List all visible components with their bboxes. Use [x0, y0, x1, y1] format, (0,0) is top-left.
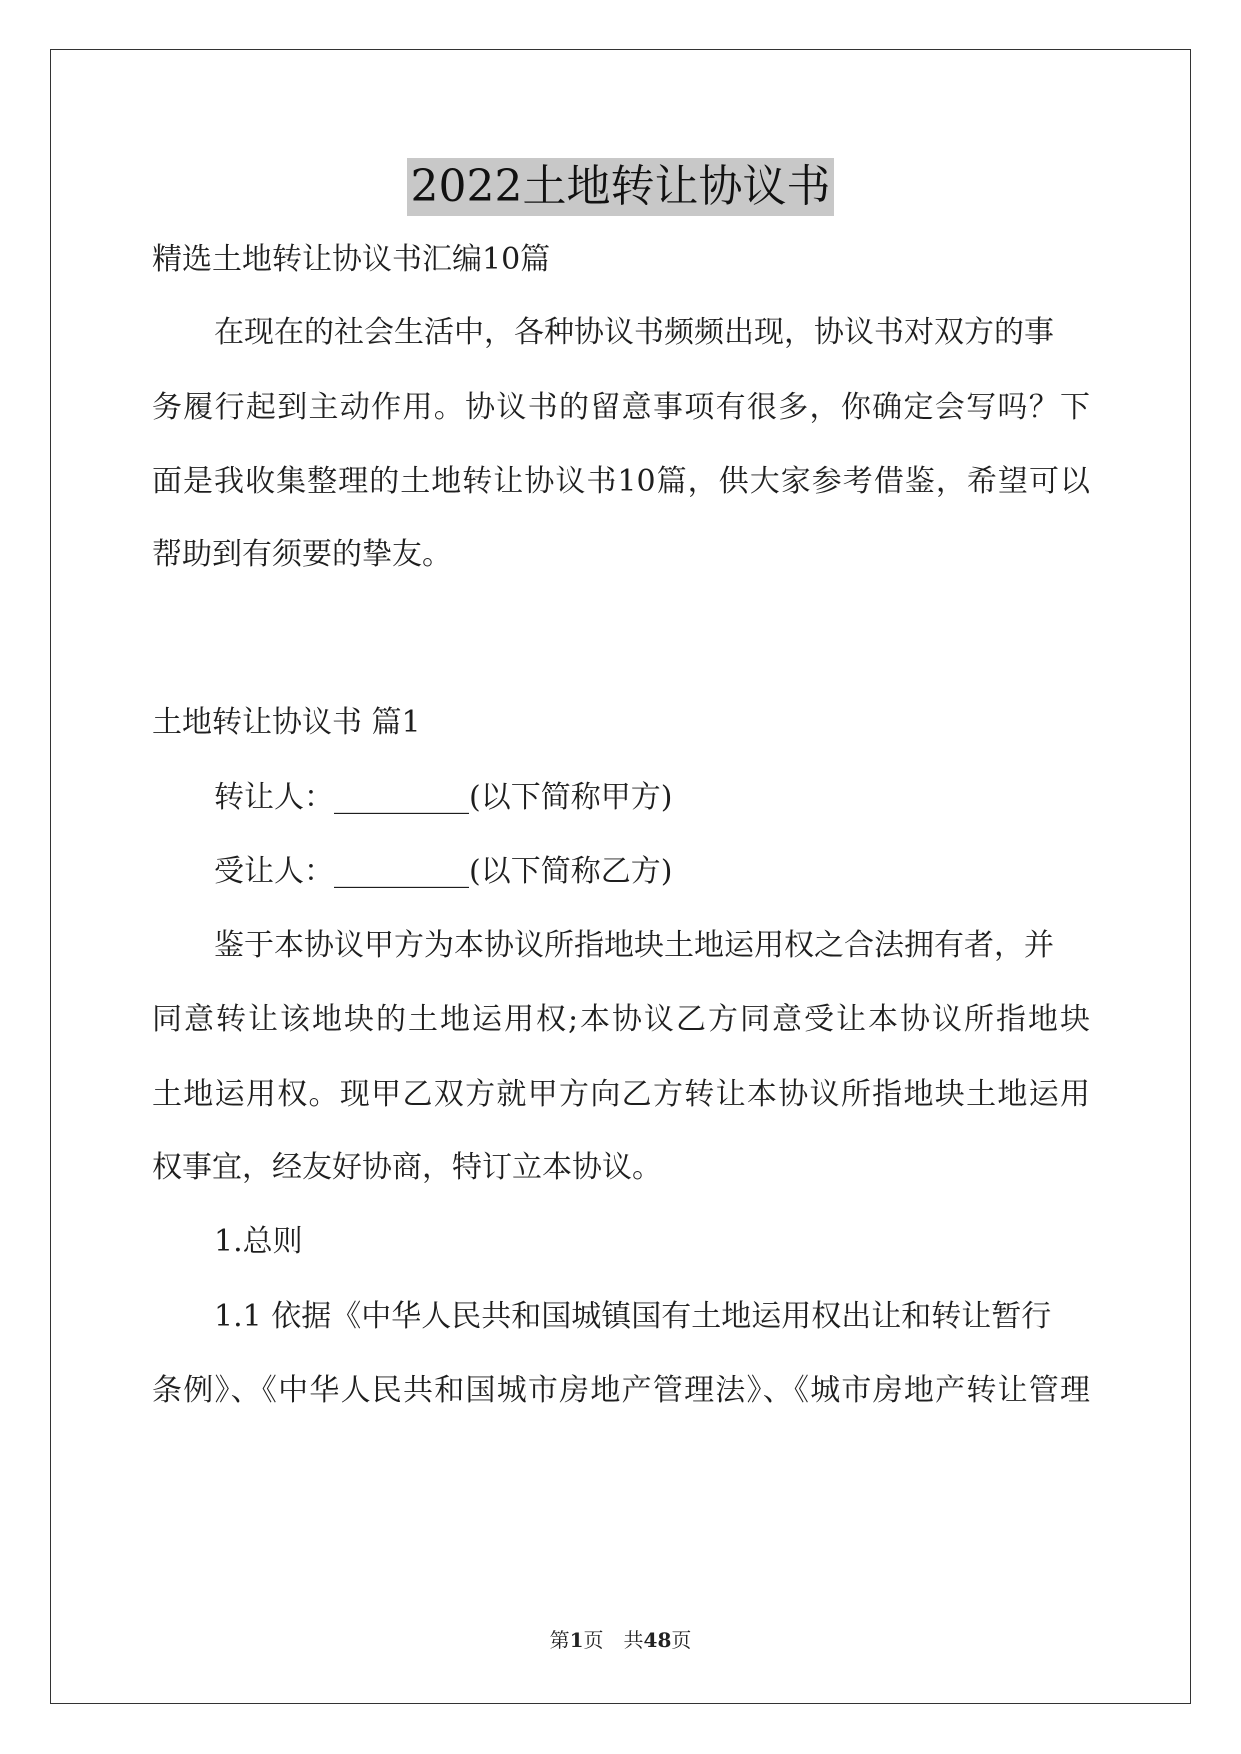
intro-line-1: 在现在的社会生活中，各种协议书频频出现，协议书对双方的事 [214, 315, 1054, 350]
document-title: 2022土地转让协议书 [407, 158, 835, 216]
page-current: 1 [569, 1628, 584, 1652]
clause-line-1: 1.1 依据《中华人民共和国城镇国有土地运用权出让和转让暂行 [214, 1299, 1052, 1334]
intro-line-4: 帮助到有须要的挚友。 [152, 537, 452, 572]
page-total: 48 [643, 1628, 672, 1652]
preamble-line-4: 权事宜，经友好协商，特订立本协议。 [152, 1150, 662, 1185]
section-heading: 土地转让协议书 篇1 [152, 705, 421, 740]
page-mid: 页 共 [583, 1628, 644, 1652]
intro-line-2: 务履行起到主动作用。协议书的留意事项有很多，你确定会写吗？下 [152, 390, 1090, 425]
clause-line-2: 条例》、《中华人民共和国城市房地产管理法》、《城市房地产转让管理 [152, 1373, 1090, 1408]
title-container [0, 158, 1241, 216]
preamble-line-3: 土地运用权。现甲乙双方就甲方向乙方转让本协议所指地块土地运用 [152, 1077, 1090, 1112]
page-footer [0, 1627, 1241, 1653]
intro-line-3: 面是我收集整理的土地转让协议书10篇，供大家参考借鉴，希望可以 [152, 464, 1090, 499]
transferee-line: 受让人：_________(以下简称乙方) [214, 854, 673, 889]
page-prefix: 第 [549, 1628, 570, 1652]
document-subtitle: 精选土地转让协议书汇编10篇 [152, 242, 551, 277]
page-suffix: 页 [671, 1628, 692, 1652]
preamble-line-2: 同意转让该地块的土地运用权;本协议乙方同意受让本协议所指地块 [152, 1002, 1090, 1037]
preamble-line-1: 鉴于本协议甲方为本协议所指地块土地运用权之合法拥有者，并 [214, 928, 1054, 963]
clause-heading: 1.总则 [214, 1224, 303, 1259]
transferor-line: 转让人：_________(以下简称甲方) [214, 780, 673, 815]
